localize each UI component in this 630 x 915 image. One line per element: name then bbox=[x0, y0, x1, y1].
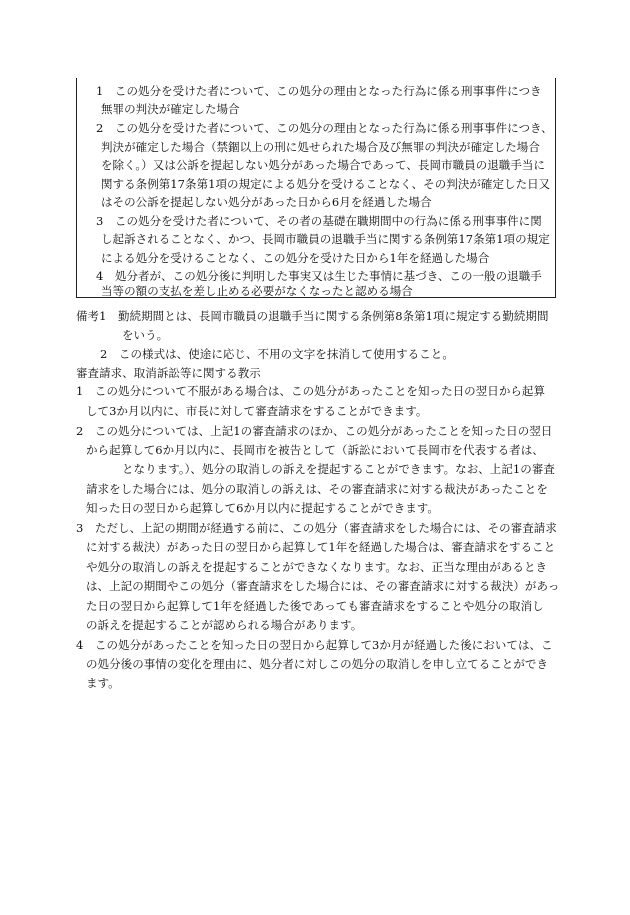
notice-item-3-line-2: に対する裁決）があった日の翌日から起算して1年を経過した場合は、審査請求をすること bbox=[86, 540, 556, 554]
condition-2-line-2: 判決が確定した場合（禁錮以上の刑に処せられた場合及び無罪の判決が確定した場合 bbox=[101, 140, 540, 154]
condition-3-line-1: 3 この処分を受けた者について、その者の基礎在職期間中の行為に係る刑事事件に関 bbox=[96, 214, 542, 228]
notice-item-2-line-2: から起算して6か月以内に、長岡市を被告として（訴訟において長岡市を代表する者は、 bbox=[86, 443, 544, 457]
condition-2-line-1: 2 この処分を受けた者について、この処分の理由となった行為に係る刑事事件につき、 bbox=[96, 121, 553, 135]
condition-1-line-1: 1 この処分を受けた者について、この処分の理由となった行為に係る刑事事件につき bbox=[96, 84, 542, 98]
condition-2-line-3: を除く。）又は公訴を提起しない処分があった場合であって、長岡市職員の退職手当に bbox=[101, 158, 546, 172]
condition-4-line-1: 4 処分者が、この処分後に判明した事実又は生じた事情に基づき、この一般の退職手 bbox=[96, 269, 542, 283]
condition-3-line-3: による処分を受けることなく、この処分を受けた日から1年を経過した場合 bbox=[101, 251, 490, 265]
condition-2-line-5: はその公訴を提起しない処分があった日から6月を経過した場合 bbox=[101, 195, 432, 209]
condition-3-line-2: し起訴されることなく、かつ、長岡市職員の退職手当に関する条例第17条第1項の規定 bbox=[101, 232, 550, 246]
notice-item-3-line-1: 3 ただし、上記の期間が経過する前に、この処分（審査請求をした場合には、その審査請求 bbox=[76, 521, 557, 535]
condition-2-line-4: 関する条例第17条第1項の規定による処分を受けることなく、その判決が確定した日又 bbox=[101, 177, 551, 191]
notice-item-3-line-3: や処分の取消しの訴えを提起することができなくなります。なお、正当な理由があるとき bbox=[86, 560, 548, 574]
condition-1-line-2: 無罪の判決が確定した場合 bbox=[101, 102, 240, 116]
notice-item-4-line-3: ます。 bbox=[86, 676, 120, 690]
notice-item-1-line-1: 1 この処分について不服がある場合は、この処分があったことを知った日の翌日から起算 bbox=[76, 384, 546, 398]
remark-2-line: 2 この様式は、使途に応じ、不用の文字を抹消して使用すること。 bbox=[100, 347, 454, 361]
notice-item-4-line-1: 4 この処分があったことを知った日の翌日から起算して3か月が経過した後においては、こ bbox=[76, 638, 553, 652]
remark-1-line-2: をいう。 bbox=[122, 328, 169, 342]
remark-1-line-1: 備考1 勤続期間とは、長岡市職員の退職手当に関する条例第8条第1項に規定する勤続期間 bbox=[76, 309, 549, 323]
notice-item-2-line-1: 2 この処分については、上記1の審査請求のほか、この処分があったことを知った日の翌日 bbox=[76, 424, 553, 438]
conditions-box bbox=[76, 78, 556, 298]
condition-4-line-2: 当等の額の支払を差し止める必要がなくなったと認める場合 bbox=[101, 284, 413, 298]
notice-item-2-line-4: 請求をした場合には、処分の取消しの訴えは、その審査請求に対する裁決があったことを bbox=[86, 482, 548, 496]
notice-item-4-line-2: の処分後の事情の変化を理由に、処分者に対しこの処分の取消しを申し立てることができ bbox=[86, 657, 548, 671]
notice-item-3-line-5: た日の翌日から起算して1年を経過した後であっても審査請求をすることや処分の取消し bbox=[86, 599, 544, 613]
notice-item-2-line-5: 知った日の翌日から起算して6か月以内に提起することができます。 bbox=[86, 501, 439, 515]
notice-item-1-line-2: して3か月以内に、市長に対して審査請求をすることができます。 bbox=[86, 404, 428, 418]
notice-title: 審査請求、取消訴訟等に関する教示 bbox=[76, 366, 261, 380]
notice-item-3-line-6: の訴えを提起することが認められる場合があります。 bbox=[86, 618, 363, 632]
notice-item-3-line-4: は、上記の期間やこの処分（審査請求をした場合には、その審査請求に対する裁決）があっ bbox=[86, 579, 560, 593]
notice-item-2-line-3: となります。）、処分の取消しの訴えを提起することができます。なお、上記1の審査 bbox=[122, 462, 555, 476]
